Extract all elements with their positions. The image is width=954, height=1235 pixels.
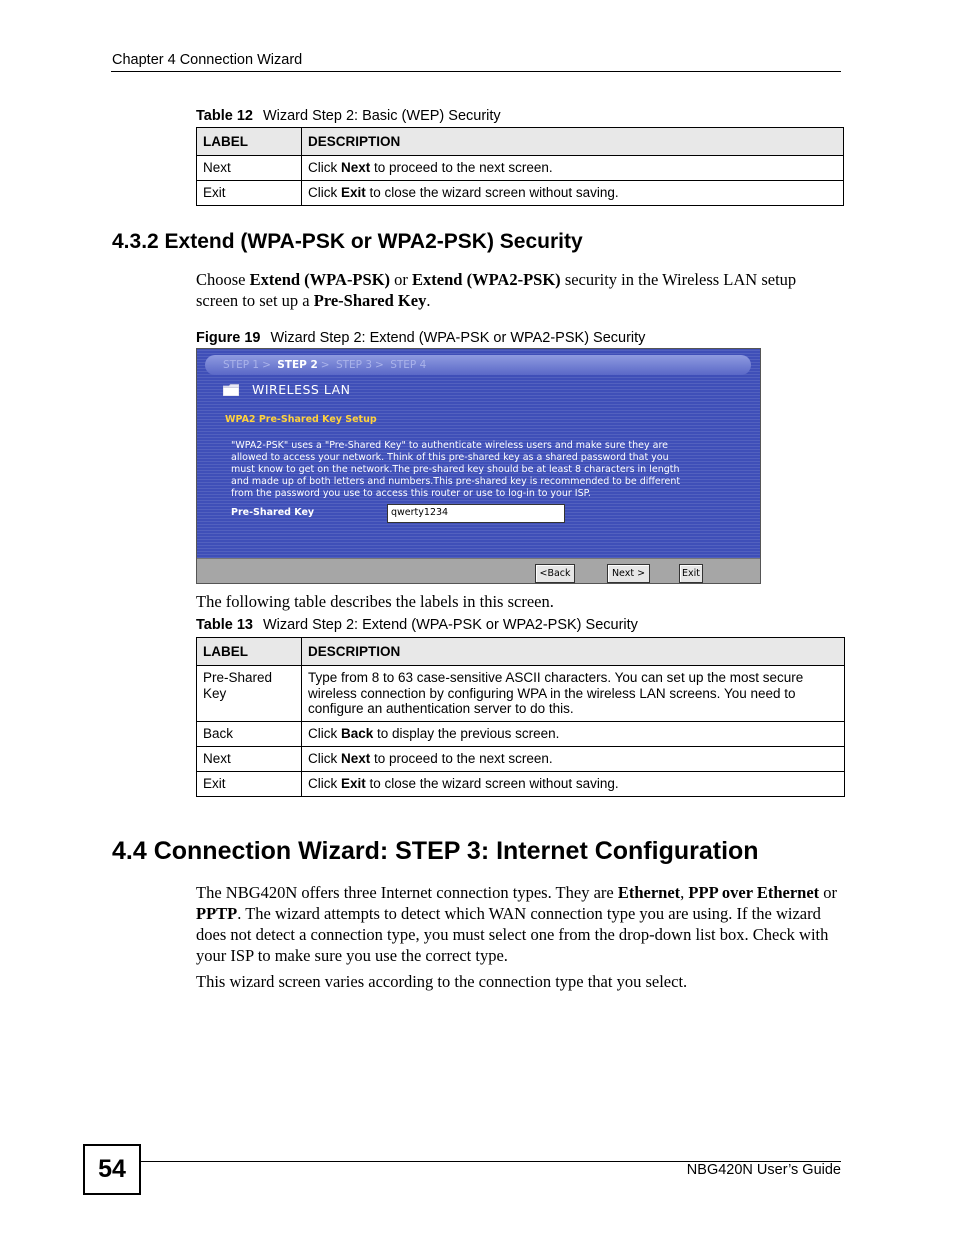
section-44-paragraph-2: This wizard screen varies according to the connection type that you select.	[196, 972, 688, 991]
section-432-heading: 4.3.2 Extend (WPA-PSK or WPA2-PSK) Security	[112, 230, 583, 253]
step-separator: >	[375, 359, 384, 371]
wpa2-psk-setup-title: WPA2 Pre-Shared Key Setup	[225, 414, 377, 425]
table13-header-desc: DESCRIPTION	[302, 638, 845, 666]
step-separator: >	[262, 359, 271, 371]
table13-caption-num: Table 13	[196, 617, 253, 633]
table13-caption	[196, 617, 638, 633]
exit-button[interactable]: Exit	[679, 564, 703, 583]
table-cell-desc: Click Exit to close the wizard screen without saving.	[302, 181, 844, 206]
figure19-screenshot	[196, 348, 761, 584]
next-button[interactable]: Next >	[607, 564, 650, 583]
section-44-paragraph: The NBG420N offers three Internet connection types. They are Ethernet, PPP over Ethernet or PPTP. The wizard attempts to detect which WAN connection type you are using. If the wizard does not detect a connection type, you must select one from the drop-down list box. Check with your ISP to make sure you use the correct type.	[196, 883, 838, 965]
description-line: and made up of both letters and numbers.This pre-shared key is recommended to be different	[231, 476, 681, 487]
following-table-text: The following table describes the labels in this screen.	[196, 592, 554, 611]
table-cell-label: Pre-Shared Key	[197, 666, 302, 722]
table12-header-label: LABEL	[197, 128, 302, 156]
table-cell-desc: Click Next to proceed to the next screen.	[302, 156, 844, 181]
table-cell-desc: Click Next to proceed to the next screen.	[302, 747, 845, 772]
wireless-lan-title: WIRELESS LAN	[252, 382, 351, 397]
table-row	[197, 666, 845, 722]
table-cell-label: Exit	[197, 181, 302, 206]
table13	[196, 637, 845, 797]
table-row	[197, 772, 845, 797]
chapter-header: Chapter 4 Connection Wizard	[112, 52, 303, 68]
table-row	[197, 747, 845, 772]
table-cell-desc: Click Back to display the previous screen.	[302, 722, 845, 747]
table-row	[197, 181, 844, 206]
wpa2-psk-description	[231, 440, 746, 500]
table13-header-label: LABEL	[197, 638, 302, 666]
header-rule	[111, 71, 841, 72]
table-cell-label: Exit	[197, 772, 302, 797]
table-row	[197, 722, 845, 747]
pre-shared-key-label: Pre-Shared Key	[231, 507, 315, 518]
step-separator: >	[320, 359, 330, 371]
table12	[196, 127, 844, 206]
wizard-panel	[197, 349, 760, 558]
step-4[interactable]: STEP 4	[390, 359, 427, 371]
footer-guide-title: NBG420N User’s Guide	[686, 1162, 841, 1178]
description-line: must know to get on the network.The pre-shared key should be at least 8 characters in length	[231, 464, 680, 475]
description-line: allowed to access your network. Think of this pre-shared key as a shared password that you	[231, 452, 669, 463]
step-2[interactable]: STEP 2	[277, 359, 318, 371]
section-44-heading: 4.4 Connection Wizard: STEP 3: Internet Configuration	[112, 837, 759, 865]
folder-icon	[223, 384, 239, 396]
step-1[interactable]: STEP 1	[223, 359, 260, 371]
wizard-step-bar	[205, 355, 751, 375]
table13-caption-text: Wizard Step 2: Extend (WPA-PSK or WPA2-PSK) Security	[262, 617, 638, 633]
back-button[interactable]: <Back	[535, 564, 575, 583]
table-cell-label: Next	[197, 156, 302, 181]
table12-caption-text: Wizard Step 2: Basic (WEP) Security	[262, 108, 501, 124]
table-row	[197, 156, 844, 181]
description-line: "WPA2-PSK" uses a "Pre-Shared Key" to authenticate wireless users and make sure they are	[231, 440, 669, 451]
pre-shared-key-input[interactable]: qwerty1234	[387, 504, 565, 523]
page-number: 54	[83, 1144, 141, 1195]
table-cell-desc: Type from 8 to 63 case-sensitive ASCII characters. You can set up the most secure wireless connection by configuring WPA in the wireless LAN screens. You need to configure an authentication server to do this.	[302, 666, 845, 722]
table-cell-desc: Click Exit to close the wizard screen without saving.	[302, 772, 845, 797]
description-line: from the password you use to access this router or use to log-in to your ISP.	[231, 488, 591, 499]
figure19-caption	[196, 330, 645, 346]
figure19-caption-num: Figure 19	[196, 330, 261, 346]
table-cell-label: Back	[197, 722, 302, 747]
table12-header-desc: DESCRIPTION	[302, 128, 844, 156]
section-432-paragraph: Choose Extend (WPA-PSK) or Extend (WPA2-PSK) security in the Wireless LAN setup screen to set up a Pre-Shared Key.	[196, 270, 797, 310]
figure19-caption-text: Wizard Step 2: Extend (WPA-PSK or WPA2-PSK) Security	[270, 330, 646, 346]
wizard-button-bar	[197, 558, 760, 584]
table12-caption	[196, 108, 501, 124]
table-cell-label: Next	[197, 747, 302, 772]
step-3[interactable]: STEP 3	[335, 359, 373, 371]
table12-caption-num: Table 12	[196, 108, 253, 124]
